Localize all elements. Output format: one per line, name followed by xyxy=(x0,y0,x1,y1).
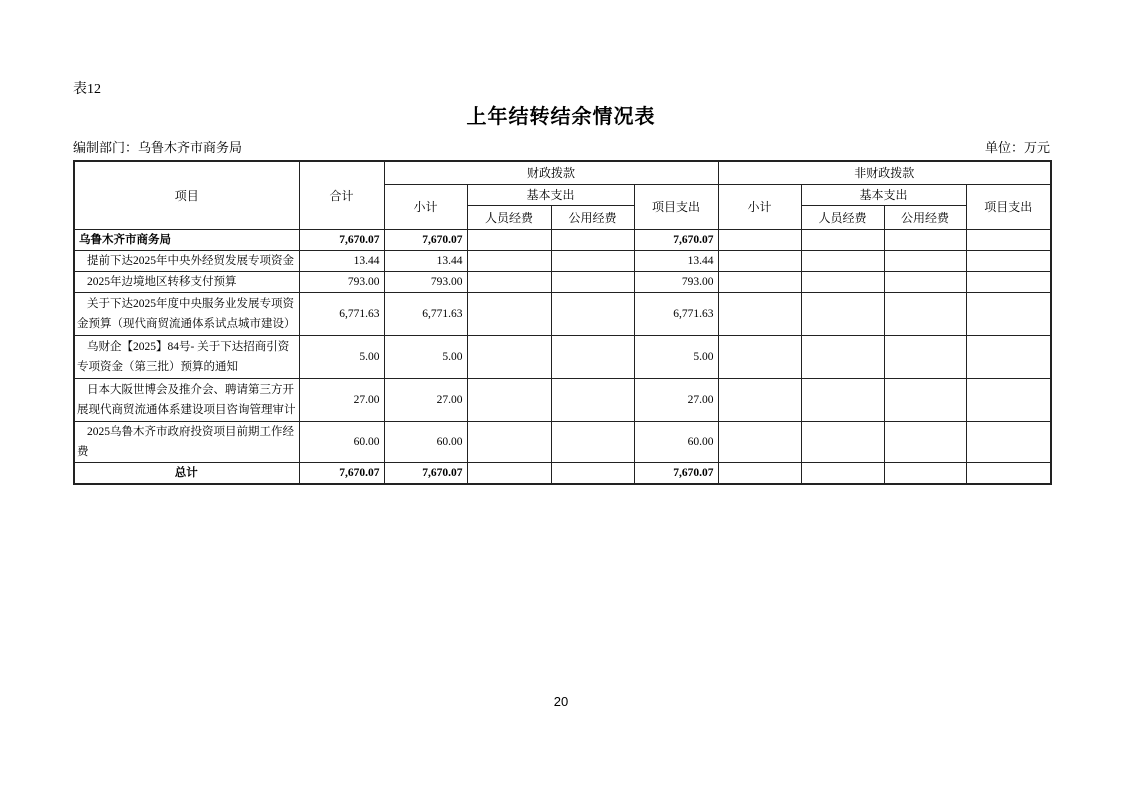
header-fiscal-personnel: 人员经费 xyxy=(467,205,551,229)
item-cell: 提前下达2025年中央外经贸发展专项资金 xyxy=(74,250,299,271)
table-number-label: 表12 xyxy=(73,82,101,97)
nonfiscal-project-cell xyxy=(966,378,1051,421)
fiscal-public-cell xyxy=(551,271,634,292)
total-cell: 793.00 xyxy=(299,271,384,292)
table-row xyxy=(74,335,1051,378)
nonfiscal-public-cell xyxy=(884,378,966,421)
meta-row xyxy=(73,137,1050,156)
nonfiscal-personnel-cell xyxy=(801,421,884,462)
total-cell: 7,670.07 xyxy=(299,462,384,484)
fiscal-subtotal-cell: 7,670.07 xyxy=(384,462,467,484)
grand-total-label: 总计 xyxy=(74,462,299,484)
table-row xyxy=(74,292,1051,335)
carryover-balance-table xyxy=(73,160,1052,485)
nonfiscal-project-cell xyxy=(966,292,1051,335)
header-fiscal-project: 项目支出 xyxy=(634,184,718,229)
header-nonfiscal-subtotal: 小计 xyxy=(718,184,801,229)
header-total: 合计 xyxy=(299,161,384,229)
fiscal-subtotal-cell: 13.44 xyxy=(384,250,467,271)
header-fiscal-basic: 基本支出 xyxy=(467,184,634,205)
unit-label: 单位：万元 xyxy=(984,140,1050,155)
item-cell: 关于下达2025年度中央服务业发展专项资金预算（现代商贸流通体系试点城市建设） xyxy=(74,292,299,335)
fiscal-public-cell xyxy=(551,378,634,421)
nonfiscal-subtotal-cell xyxy=(718,271,801,292)
fiscal-project-cell: 7,670.07 xyxy=(634,462,718,484)
fiscal-project-cell: 27.00 xyxy=(634,378,718,421)
fiscal-project-cell: 13.44 xyxy=(634,250,718,271)
header-nonfiscal-personnel: 人员经费 xyxy=(801,205,884,229)
nonfiscal-personnel-cell xyxy=(801,378,884,421)
fiscal-subtotal-cell: 60.00 xyxy=(384,421,467,462)
nonfiscal-public-cell xyxy=(884,250,966,271)
header-nonfiscal-group: 非财政拨款 xyxy=(718,161,1051,184)
fiscal-personnel-cell xyxy=(467,378,551,421)
fiscal-project-cell: 5.00 xyxy=(634,335,718,378)
nonfiscal-subtotal-cell xyxy=(718,229,801,250)
table-row-grand-total xyxy=(74,462,1051,484)
nonfiscal-project-cell xyxy=(966,229,1051,250)
department-label: 编制部门：乌鲁木齐市商务局 xyxy=(73,140,243,155)
nonfiscal-public-cell xyxy=(884,421,966,462)
nonfiscal-project-cell xyxy=(966,335,1051,378)
fiscal-public-cell xyxy=(551,421,634,462)
item-cell: 2025乌鲁木齐市政府投资项目前期工作经费 xyxy=(74,421,299,462)
header-nonfiscal-public: 公用经费 xyxy=(884,205,966,229)
table-row-department xyxy=(74,229,1051,250)
item-cell: 乌鲁木齐市商务局 xyxy=(74,229,299,250)
nonfiscal-project-cell xyxy=(966,462,1051,484)
fiscal-personnel-cell xyxy=(467,421,551,462)
fiscal-subtotal-cell: 6,771.63 xyxy=(384,292,467,335)
nonfiscal-subtotal-cell xyxy=(718,250,801,271)
total-cell: 13.44 xyxy=(299,250,384,271)
item-cell: 2025年边境地区转移支付预算 xyxy=(74,271,299,292)
nonfiscal-public-cell xyxy=(884,292,966,335)
nonfiscal-public-cell xyxy=(884,271,966,292)
fiscal-personnel-cell xyxy=(467,271,551,292)
nonfiscal-project-cell xyxy=(966,250,1051,271)
fiscal-public-cell xyxy=(551,292,634,335)
nonfiscal-subtotal-cell xyxy=(718,292,801,335)
table-header xyxy=(74,161,1051,229)
nonfiscal-public-cell xyxy=(884,462,966,484)
fiscal-personnel-cell xyxy=(467,250,551,271)
header-item: 项目 xyxy=(74,161,299,229)
item-cell: 日本大阪世博会及推介会、聘请第三方开展现代商贸流通体系建设项目咨询管理审计 xyxy=(74,378,299,421)
page-title: 上年结转结余情况表 xyxy=(466,106,656,128)
nonfiscal-subtotal-cell xyxy=(718,335,801,378)
header-fiscal-group: 财政拨款 xyxy=(384,161,718,184)
fiscal-subtotal-cell: 793.00 xyxy=(384,271,467,292)
nonfiscal-personnel-cell xyxy=(801,335,884,378)
header-fiscal-public: 公用经费 xyxy=(551,205,634,229)
nonfiscal-subtotal-cell xyxy=(718,421,801,462)
fiscal-subtotal-cell: 7,670.07 xyxy=(384,229,467,250)
table-row xyxy=(74,378,1051,421)
table-row xyxy=(74,421,1051,462)
total-cell: 60.00 xyxy=(299,421,384,462)
nonfiscal-personnel-cell xyxy=(801,462,884,484)
fiscal-project-cell: 6,771.63 xyxy=(634,292,718,335)
total-cell: 7,670.07 xyxy=(299,229,384,250)
nonfiscal-project-cell xyxy=(966,421,1051,462)
page-number: 20 xyxy=(553,694,569,709)
fiscal-subtotal-cell: 27.00 xyxy=(384,378,467,421)
fiscal-public-cell xyxy=(551,462,634,484)
fiscal-subtotal-cell: 5.00 xyxy=(384,335,467,378)
fiscal-personnel-cell xyxy=(467,462,551,484)
header-nonfiscal-basic: 基本支出 xyxy=(801,184,966,205)
fiscal-personnel-cell xyxy=(467,229,551,250)
fiscal-project-cell: 7,670.07 xyxy=(634,229,718,250)
fiscal-project-cell: 793.00 xyxy=(634,271,718,292)
item-cell: 乌财企【2025】84号- 关于下达招商引资专项资金（第三批）预算的通知 xyxy=(74,335,299,378)
header-nonfiscal-project: 项目支出 xyxy=(966,184,1051,229)
total-cell: 27.00 xyxy=(299,378,384,421)
nonfiscal-personnel-cell xyxy=(801,229,884,250)
nonfiscal-subtotal-cell xyxy=(718,378,801,421)
nonfiscal-personnel-cell xyxy=(801,271,884,292)
nonfiscal-public-cell xyxy=(884,335,966,378)
nonfiscal-subtotal-cell xyxy=(718,462,801,484)
nonfiscal-public-cell xyxy=(884,229,966,250)
table-body xyxy=(74,229,1051,484)
fiscal-personnel-cell xyxy=(467,335,551,378)
fiscal-project-cell: 60.00 xyxy=(634,421,718,462)
header-fiscal-subtotal: 小计 xyxy=(384,184,467,229)
total-cell: 6,771.63 xyxy=(299,292,384,335)
table-row xyxy=(74,271,1051,292)
nonfiscal-personnel-cell xyxy=(801,250,884,271)
fiscal-public-cell xyxy=(551,250,634,271)
table-row xyxy=(74,250,1051,271)
fiscal-public-cell xyxy=(551,229,634,250)
fiscal-personnel-cell xyxy=(467,292,551,335)
fiscal-public-cell xyxy=(551,335,634,378)
nonfiscal-project-cell xyxy=(966,271,1051,292)
total-cell: 5.00 xyxy=(299,335,384,378)
nonfiscal-personnel-cell xyxy=(801,292,884,335)
